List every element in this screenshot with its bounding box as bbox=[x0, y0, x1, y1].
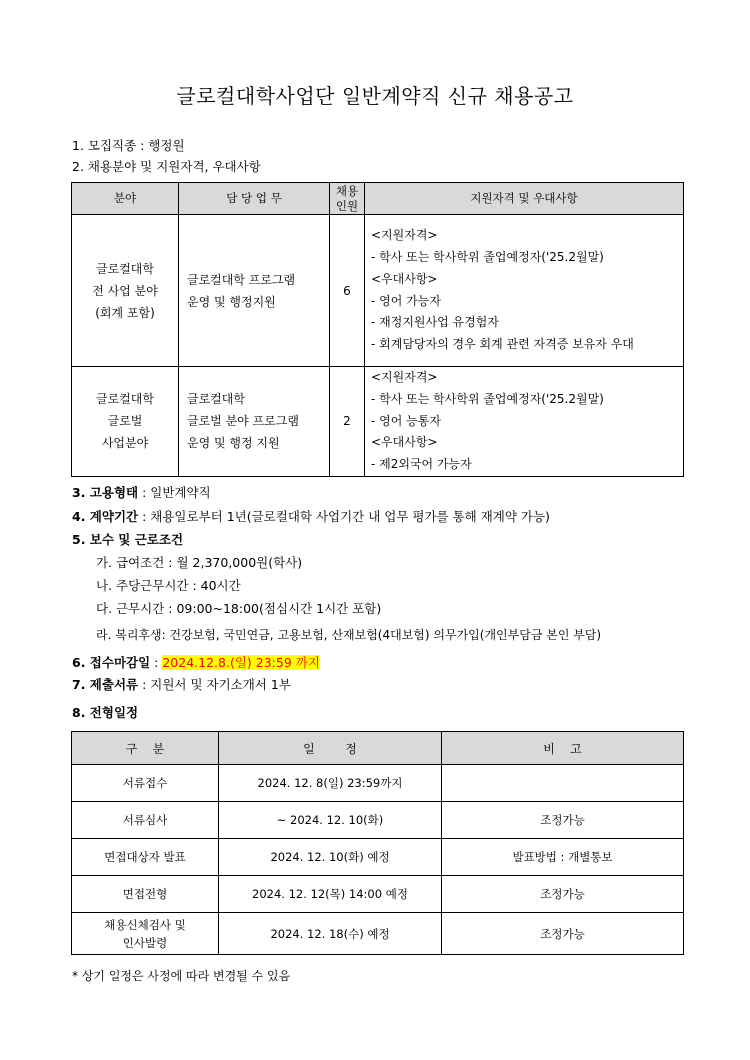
count-cell: 6 bbox=[330, 215, 365, 367]
field-line: 글로벌 bbox=[107, 414, 143, 429]
qual-line: <우대사항> bbox=[371, 435, 438, 450]
schedule-type: 면접전형 bbox=[72, 876, 219, 913]
schedule-table bbox=[71, 731, 684, 955]
schedule-note: 발표방법 : 개별통보 bbox=[442, 839, 684, 876]
header-date: 일 정 bbox=[219, 732, 442, 765]
duty-line: 운영 및 행정 지원 bbox=[187, 436, 280, 451]
qualification-cell bbox=[365, 215, 684, 367]
qualification-cell bbox=[365, 367, 684, 477]
section-8-label: 8. 전형일정 bbox=[72, 705, 139, 720]
duty-line: 글로컬대학 bbox=[187, 392, 245, 407]
field-cell bbox=[72, 367, 179, 477]
section-8 bbox=[72, 703, 138, 721]
table-row bbox=[72, 876, 684, 913]
condition-item: 가. 급여조건 : 월 2,370,000원(학사) bbox=[96, 555, 303, 570]
field-line: 사업분야 bbox=[101, 436, 149, 451]
section-1-label: 1. 모집직종 bbox=[72, 138, 137, 153]
schedule-date: 2024. 12. 8(일) 23:59까지 bbox=[219, 765, 442, 802]
schedule-type: 채용신체검사 및 인사발령 bbox=[72, 913, 219, 955]
section-7 bbox=[72, 675, 291, 693]
section-6-label: 6. 접수마감일 bbox=[72, 655, 151, 670]
header-duty: 담 당 업 무 bbox=[179, 183, 330, 215]
qual-line: - 회계담당자의 경우 회계 관련 자격증 보유자 우대 bbox=[371, 337, 634, 352]
field-cell bbox=[72, 215, 179, 367]
section-6-value: : bbox=[150, 655, 163, 670]
section-6 bbox=[72, 653, 320, 671]
table-row bbox=[72, 802, 684, 839]
section-1 bbox=[72, 136, 185, 154]
schedule-note bbox=[442, 765, 684, 802]
section-4 bbox=[72, 507, 550, 525]
page-title: 글로컬대학사업단 일반계약직 신규 채용공고 bbox=[176, 84, 574, 108]
footnote: * 상기 일정은 사정에 따라 변경될 수 있음 bbox=[72, 969, 291, 983]
duty-line: 글로벌 분야 프로그램 bbox=[187, 414, 299, 429]
schedule-date: ~ 2024. 12. 10(화) bbox=[219, 802, 442, 839]
condition-item: 라. 복리후생: 건강보험, 국민연금, 고용보험, 산재보험(4대보험) 의무가입(개인부담금 본인 부담) bbox=[96, 628, 602, 642]
header-count-line1: 채용 bbox=[335, 183, 359, 198]
qual-line: - 영어 능통자 bbox=[371, 413, 441, 428]
header-type: 구 분 bbox=[72, 732, 219, 765]
section-4-label: 4. 계약기간 bbox=[72, 509, 139, 524]
duty-cell bbox=[179, 215, 330, 367]
section-3-label: 3. 고용형태 bbox=[72, 485, 139, 500]
table-row bbox=[72, 913, 684, 955]
field-line: (회계 포함) bbox=[95, 305, 155, 320]
deadline-highlight: 2024.12.8.(일) 23:59 까지 bbox=[162, 655, 320, 670]
section-7-value: : 지원서 및 자기소개서 1부 bbox=[138, 677, 291, 692]
schedule-date: 2024. 12. 18(수) 예정 bbox=[219, 913, 442, 955]
qual-line: <지원자격> bbox=[371, 370, 438, 384]
table-row bbox=[72, 215, 684, 367]
table-row bbox=[72, 839, 684, 876]
qual-line: - 학사 또는 학사학위 졸업예정자('25.2월말) bbox=[371, 391, 604, 406]
header-count bbox=[330, 183, 365, 215]
schedule-type: 서류심사 bbox=[72, 802, 219, 839]
recruitment-table bbox=[71, 182, 684, 477]
schedule-table-header bbox=[72, 732, 684, 765]
count-cell: 2 bbox=[330, 367, 365, 477]
field-line: 전 사업 분야 bbox=[92, 283, 158, 298]
header-count-line2: 인원 bbox=[335, 198, 359, 213]
schedule-note: 조정가능 bbox=[442, 913, 684, 955]
qual-line: <우대사항> bbox=[371, 271, 438, 286]
condition-item: 다. 근무시간 : 09:00~18:00(점심시간 1시간 포함) bbox=[96, 601, 382, 616]
schedule-type: 면접대상자 발표 bbox=[72, 839, 219, 876]
header-qualification: 지원자격 및 우대사항 bbox=[365, 183, 684, 215]
section-3 bbox=[72, 483, 211, 501]
schedule-note: 조정가능 bbox=[442, 802, 684, 839]
section-4-value: : 채용일로부터 1년(글로컬대학 사업기간 내 업무 평가를 통해 재계약 가능) bbox=[138, 509, 550, 524]
qual-line: - 재정지원사업 유경험자 bbox=[371, 315, 499, 330]
schedule-date: 2024. 12. 10(화) 예정 bbox=[219, 839, 442, 876]
section-7-label: 7. 제출서류 bbox=[72, 677, 139, 692]
section-5 bbox=[72, 530, 183, 548]
schedule-note: 조정가능 bbox=[442, 876, 684, 913]
qual-line: - 제2외국어 가능자 bbox=[371, 457, 472, 472]
schedule-date: 2024. 12. 12(목) 14:00 예정 bbox=[219, 876, 442, 913]
header-field: 분야 bbox=[72, 183, 179, 215]
section-5-label: 5. 보수 및 근로조건 bbox=[72, 532, 184, 547]
section-1-value: : 행정원 bbox=[136, 138, 185, 153]
qual-line: - 영어 가능자 bbox=[371, 293, 441, 308]
qual-line: <지원자격> bbox=[371, 228, 438, 243]
field-line: 글로컬대학 bbox=[96, 392, 154, 407]
duty-cell bbox=[179, 367, 330, 477]
section-2-label: 2. 채용분야 및 지원자격, 우대사항 bbox=[72, 159, 261, 174]
section-2 bbox=[72, 157, 261, 175]
duty-line: 글로컬대학 프로그램 bbox=[187, 272, 296, 287]
schedule-type: 서류접수 bbox=[72, 765, 219, 802]
table-row bbox=[72, 367, 684, 477]
recruitment-table-header bbox=[72, 183, 684, 215]
table-row bbox=[72, 765, 684, 802]
qual-line: - 학사 또는 학사학위 졸업예정자('25.2월말) bbox=[371, 249, 604, 264]
header-note: 비 고 bbox=[442, 732, 684, 765]
field-line: 글로컬대학 bbox=[96, 261, 154, 276]
section-3-value: : 일반계약직 bbox=[138, 485, 211, 500]
duty-line: 운영 및 행정지원 bbox=[187, 294, 276, 309]
condition-item: 나. 주당근무시간 : 40시간 bbox=[96, 578, 241, 593]
